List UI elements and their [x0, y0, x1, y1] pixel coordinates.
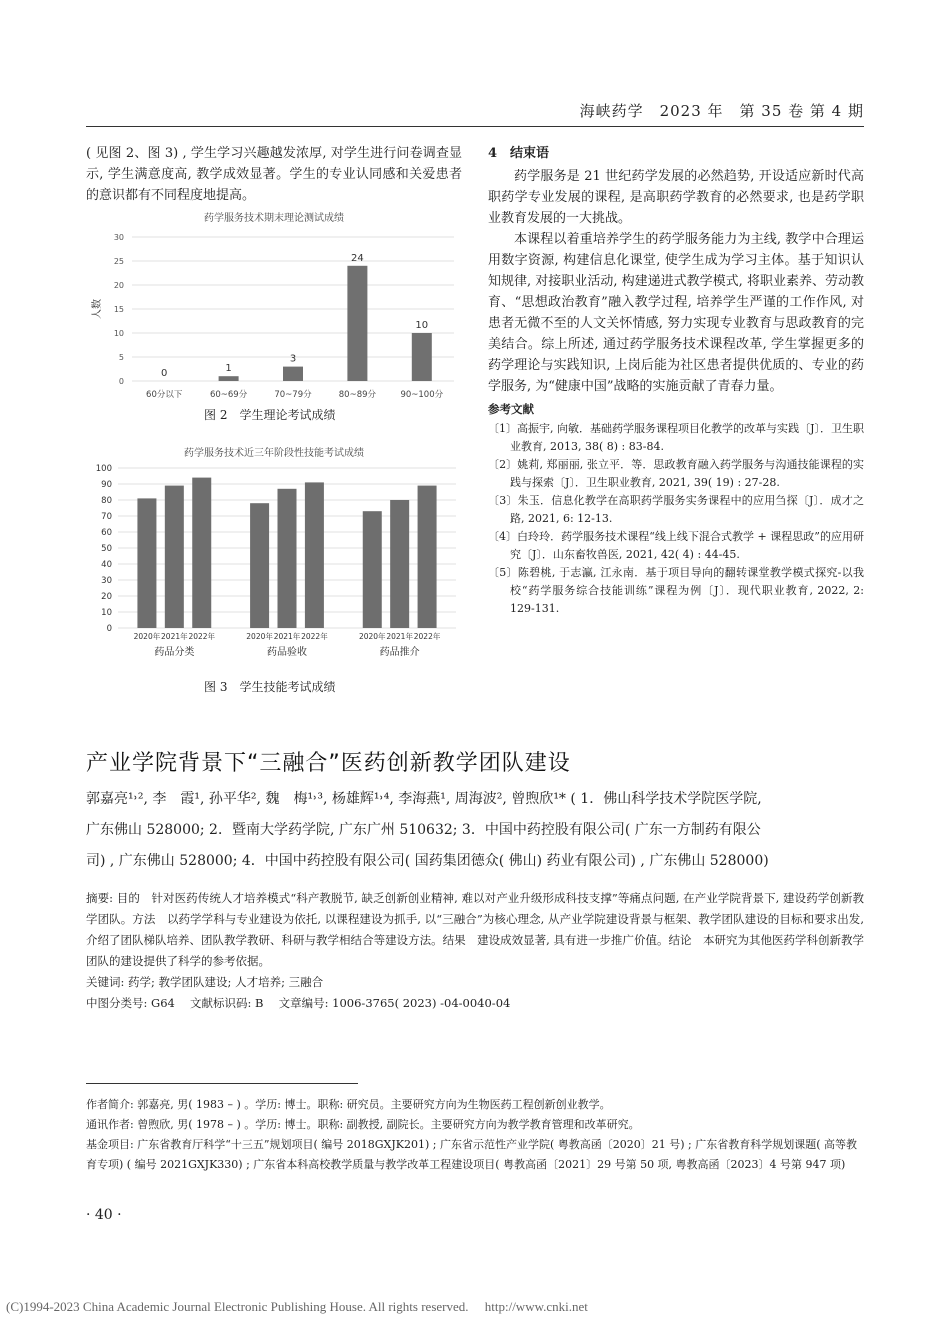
- bar: [283, 367, 303, 381]
- y-tick-label: 5: [118, 353, 124, 362]
- bar: [219, 376, 239, 381]
- y-axis-label: 人数: [92, 299, 103, 319]
- data-label: 3: [289, 353, 297, 365]
- fig2-caption: 图 2 学生理论考试成绩: [204, 408, 336, 422]
- abstract-block: [86, 888, 864, 1014]
- reference-item: 〔2〕姚莉, 郑丽丽, 张立平．等．思政教育融入药学服务与沟通技能课程的实践与探索〔J〕．卫生职业教育, 2021, 39( 19) : 27-28.: [488, 458, 864, 489]
- header-rule: [86, 126, 864, 127]
- fig2-chart-title: 药学服务技术期末理论测试成绩: [204, 213, 344, 224]
- page-number: · 40 ·: [86, 1207, 122, 1223]
- x-group-label: 药品验收: [267, 647, 307, 658]
- conclusion-heading: 4 结束语: [488, 146, 550, 161]
- x-tick-label: 70~79分: [274, 390, 312, 400]
- left-intro-text: ( 见图 2、图 3) , 学生学习兴趣越发浓厚, 对学生进行问卷调查显示, 学生满意度高, 教学成效显著。学生的专业认同感和关爱患者的意识都有不同程度地提高。: [86, 146, 462, 203]
- y-tick-label: 70: [101, 512, 112, 522]
- abstract-text: 摘要: 目的 针对医药传统人才培养模式“科产教脱节, 缺乏创新创业精神, 难以对产业升级形成科技支撑”等痛点问题, 在产业学院背景下, 建设药学创新教学团队。方法 以药学学科与专业建设为依托, 以课程建设为抓手, 以“三融合”为核心理念, 从产业学院建设背景与框架、教学团队建设的目标和要求出发, 介绍了团队梯队培养、团队教学教研、科研与教学相结合等建设方法。结果 建设成效显著, 具有进一步推广价值。结论 本研究为其他医药学科创新教学团队的建设提供了科学的参考依据。: [86, 891, 864, 968]
- x-year-label: 2020年: [358, 632, 386, 641]
- copyright-notice: (C)1994-2023 China Academic Journal Electronic Publishing House. All rights reserved. http://www.cnki.net: [6, 1299, 588, 1314]
- left-intro-block: [86, 143, 462, 206]
- figure-3: [86, 444, 462, 672]
- y-tick-label: 100: [95, 464, 112, 474]
- data-label: 0: [161, 368, 168, 379]
- y-tick-label: 25: [113, 257, 124, 266]
- reference-list: [488, 420, 864, 618]
- x-tick-label: 90~100分: [400, 390, 444, 400]
- references-heading: 参考文献: [488, 402, 534, 416]
- bar: [390, 500, 409, 628]
- x-group-label: 药品分类: [154, 647, 195, 658]
- footnote-corresponding-author: 通讯作者: 曾煦欣, 男( 1978 – ) 。学历: 博士。职称: 副教授, 副院长。主要研究方向为教学教育管理和改革研究。: [86, 1118, 640, 1131]
- bar: [165, 486, 184, 628]
- x-year-label: 2021年: [386, 632, 413, 641]
- footnotes: [86, 1095, 864, 1175]
- classification-numbers: 中图分类号: G64 文献标识码: B 文章编号: 1006-3765( 2023) -04-0040-04: [86, 996, 511, 1010]
- x-year-label: 2020年: [246, 632, 273, 641]
- keywords: 关键词: 药学; 教学团队建设; 人才培养; 三融合: [86, 975, 324, 989]
- reference-item: 〔5〕陈碧桃, 于志瀛, 江永南．基于项目导向的翻转课堂教学模式探究-以我校“药学服务综合技能训练”课程为例〔J〕．现代职业教育, 2022, 2: 129-131.: [488, 566, 864, 615]
- fig3-bar-chart: [86, 458, 462, 672]
- x-year-label: 2020年: [133, 632, 161, 641]
- fig2-bar-chart: [86, 223, 462, 405]
- data-label: 1: [225, 363, 232, 375]
- footnote-rule: [86, 1083, 358, 1084]
- conclusion-paragraph-1: 药学服务是 21 世纪药学发展的必然趋势, 开设适应新时代高职药学专业发展的课程, 是高职药学教育的必然要求, 也是药学职业教育发展的一大挑战。: [488, 169, 864, 226]
- x-year-label: 2021年: [161, 632, 188, 641]
- y-tick-label: 60: [101, 528, 112, 538]
- footnote-author-intro: 作者简介: 郭嘉亮, 男( 1983 – ) 。学历: 博士。职称: 研究员。主要研究方向为生物医药工程创新创业教学。: [86, 1098, 611, 1111]
- reference-item: 〔3〕朱玉．信息化教学在高职药学服务实务课程中的应用刍探〔J〕．成才之路, 2021, 6: 12-13.: [488, 494, 864, 525]
- fig3-chart-title: 药学服务技术近三年阶段性技能考试成绩: [184, 448, 364, 459]
- x-tick-label: 60~69分: [209, 390, 248, 400]
- author-affiliations: [86, 784, 864, 877]
- y-tick-label: 40: [101, 560, 112, 570]
- authors-line-1: 郭嘉亮¹˒², 李 霞¹, 孙平华², 魏 梅¹˒³, 杨雄辉¹˒⁴, 李海燕¹, 周海波², 曾煦欣¹* ( 1．佛山科学技术学院医学院,: [86, 791, 762, 807]
- y-tick-label: 20: [113, 281, 124, 290]
- y-tick-label: 10: [113, 329, 124, 338]
- y-tick-label: 30: [101, 576, 112, 586]
- x-tick-label: 60分以下: [146, 390, 183, 400]
- bar: [250, 503, 269, 628]
- bar: [137, 498, 156, 628]
- x-year-label: 2022年: [188, 632, 216, 641]
- x-group-label: 药品推介: [379, 647, 420, 658]
- y-tick-label: 10: [101, 608, 112, 618]
- y-tick-label: 30: [113, 233, 124, 242]
- bar: [412, 333, 432, 381]
- bar: [305, 482, 324, 628]
- data-label: 10: [415, 320, 429, 331]
- y-tick-label: 20: [101, 592, 112, 602]
- journal-header: 海峡药学 2023 年 第 35 卷 第 4 期: [579, 102, 864, 120]
- footnote-funding: 基金项目: 广东省教育厅科学“十三五”规划项目( 编号 2018GXJK201) ; 广东省示范性产业学院( 粤教高函〔2020〕21 号) ; 广东省教育科学规划课题( 高等教育专项) ( 编号 2021GXJK330) ; 广东省本科高校教学质量与教学改革工程建设项目( 粤教高函〔2021〕29 号第 50 项, 粤教高函〔2023〕4 号第 947 项): [86, 1138, 858, 1171]
- x-year-label: 2022年: [413, 632, 441, 641]
- y-tick-label: 0: [106, 624, 112, 634]
- fig3-caption: 图 3 学生技能考试成绩: [204, 680, 336, 694]
- bar: [418, 486, 437, 628]
- y-tick-label: 0: [118, 377, 124, 386]
- bar: [347, 266, 367, 381]
- x-year-label: 2022年: [301, 632, 328, 641]
- right-column: [488, 143, 864, 618]
- x-year-label: 2021年: [273, 632, 301, 641]
- y-tick-label: 50: [101, 544, 112, 554]
- authors-line-3: 司) , 广东佛山 528000; 4．中国中药控股有限公司( 国药集团德众( 佛山) 药业有限公司) , 广东佛山 528000): [86, 853, 769, 869]
- y-tick-label: 80: [101, 496, 112, 506]
- reference-item: 〔1〕高振宇, 向敏．基础药学服务课程项目化教学的改革与实践〔J〕．卫生职业教育, 2013, 38( 8) : 83-84.: [488, 422, 864, 453]
- reference-item: 〔4〕白玲玲．药学服务技术课程“线上线下混合式教学 + 课程思政”的应用研究〔J〕．山东畜牧兽医, 2021, 42( 4) : 44-45.: [488, 530, 864, 561]
- figure-2: [86, 209, 462, 404]
- y-tick-label: 90: [101, 480, 112, 490]
- y-tick-label: 15: [113, 305, 124, 314]
- bar: [363, 511, 382, 628]
- x-tick-label: 80~89分: [338, 390, 377, 400]
- data-label: 24: [351, 252, 364, 264]
- authors-line-2: 广东佛山 528000; 2．暨南大学药学院, 广东广州 510632; 3．中国中药控股有限公司( 广东一方制药有限公: [86, 822, 761, 838]
- bar: [278, 489, 297, 628]
- bar: [192, 478, 211, 628]
- article-title: 产业学院背景下“三融合”医药创新教学团队建设: [86, 751, 571, 776]
- conclusion-paragraph-2: 本课程以着重培养学生的药学服务能力为主线, 教学中合理运用数字资源, 构建信息化课堂, 使学生成为学习主体。基于知识认知规律, 对接职业活动, 构建递进式教学模式, 将职业素养、劳动教育、“思想政治教育”融入教学过程, 培养学生严谨的工作作风, 对患者无微不至的人文关怀情感, 努力实现专业教育与思政教育的完美结合。综上所述, 通过药学服务技术课程改革, 学生掌握更多的药学理论与实践知识, 上岗后能为社区患者提供优质的、专业的药学服务, 为“健康中国”战略的实施贡献了青春力量。: [488, 232, 864, 394]
